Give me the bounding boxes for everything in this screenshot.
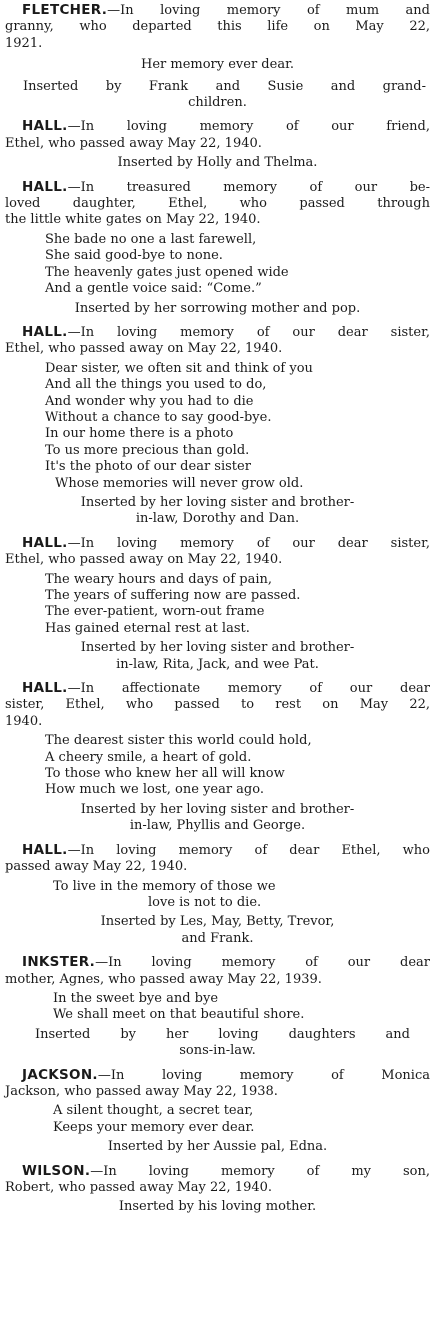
verse-line: She bade no one a last farewell, [45,231,257,247]
inserted-by: children. [188,95,247,111]
notice-name: HALL. [22,323,68,340]
notice-hall-3 [5,324,430,528]
notice-hall-6 [5,842,430,947]
verse-line: And all the things you used to do, [45,377,267,393]
verse-line: Without a chance to say good-bye. [45,409,272,425]
notice-text: Robert, who passed away May 22, 1940. [5,1180,273,1195]
notice-name: WILSON. [22,1162,91,1179]
notice-text: 1921. [5,35,43,51]
verse-line: How much we lost, one year ago. [45,782,264,798]
verse-line: love is not to die. [148,894,262,910]
notice-text: HALL.—In treasured memory of our be- [22,178,430,195]
notice-text: Ethel, who passed away on May 22, 1940. [5,552,283,568]
notice-text: JACKSON.—In loving memory of Monica [22,1066,430,1083]
verse-line: Has gained eternal rest at last. [45,620,250,636]
verse-line: We shall meet on that beautiful shore. [53,1007,305,1023]
notice-text: sister, Ethel, who passed to rest on May 22, [5,697,430,713]
notice-name: HALL. [22,534,68,551]
notice-name: HALL. [22,680,68,697]
verse-line: And a gentle voice said: “Come.” [45,281,262,297]
notice-jackson [5,1067,430,1156]
notice-text: Ethel, who passed away on May 22, 1940. [5,341,283,357]
notice-hall-4 [5,535,430,673]
notice-text: the little white gates on May 22, 1940. [5,212,261,228]
verse-line: The weary hours and days of pain, [45,571,273,587]
inserted-by: Inserted by Les, May, Betty, Trevor, [100,914,335,930]
verse [53,1103,430,1136]
notice-hall-2 [5,179,430,317]
notice-text: HALL.—In loving memory of our dear sister, [22,323,430,340]
notice-text: 1940. [5,713,43,729]
inserted-by: Inserted by her loving sister and brother- [80,640,355,656]
notice-text: mother, Agnes, who passed away May 22, 1939. [5,971,322,987]
verse-line: The ever-patient, worn-out frame [45,604,265,620]
inserted-by: Inserted by her loving sister and brother- [80,494,355,510]
verse-line: The heavenly gates just opened wide [45,264,289,280]
notice-name: INKSTER. [22,954,96,971]
verse [53,879,430,912]
verse-line: The years of suffering now are passed. [45,588,301,603]
verse [45,361,430,492]
inserted-by: in-law, Rita, Jack, and wee Pat. [116,656,319,672]
inserted-by: in-law, Dorothy and Dan. [135,511,300,527]
notice-text: HALL.—In affectionate memory of our dear [22,680,430,697]
verse-line: The dearest sister this world could hold, [45,733,312,749]
inserted-by: Inserted by Holly and Thelma. [117,155,318,171]
verse [45,232,430,298]
verse-line: It's the photo of our dear sister [45,459,251,475]
verse-line: Dear sister, we often sit and think of you [45,360,313,376]
verse-line: To those who knew her all will know [45,766,285,782]
verse-line: And wonder why you had to die [45,393,254,409]
verse-line: To live in the memory of those we [53,878,276,894]
inserted-by: Inserted by Frank and Susie and grand- [23,78,426,94]
verse-line: Keeps your memory ever dear. [53,1119,255,1135]
verse-line: She said good-bye to none. [45,248,223,264]
notice-hall-5 [5,680,430,835]
inserted-by: in-law, Phyllis and George. [129,818,306,834]
inserted-by: Inserted by her sorrowing mother and pop. [74,300,361,316]
notice-text: WILSON.—In loving memory of my son, [22,1162,430,1179]
notice-name: HALL. [22,178,68,195]
verse-line: In our home there is a photo [45,426,234,442]
notice-name: HALL. [22,841,68,858]
notice-hall-1 [5,118,430,171]
inserted-by: Inserted by her loving sister and brother- [80,801,355,817]
inserted-by: Inserted by her Aussie pal, Edna. [107,1139,328,1155]
notice-text: HALL.—In loving memory of our friend, [22,118,430,135]
notice-text: Ethel, who passed away May 22, 1940. [5,135,262,151]
notice-name: JACKSON. [22,1066,98,1083]
notice-text: loved daughter, Ethel, who passed through [5,196,430,212]
notice-text: passed away May 22, 1940. [5,859,188,875]
verse [53,991,430,1024]
inserted-by: Inserted by his loving mother. [118,1199,317,1215]
memory-line: Her memory ever dear. [140,57,294,73]
verse-line: In the sweet bye and bye [53,990,219,1006]
verse-line: Whose memories will never grow old. [55,475,304,491]
notice-name: FLETCHER. [22,2,108,18]
inserted-by: sons-in-law. [179,1043,256,1059]
inserted-by: and Frank. [181,930,254,946]
notice-text: HALL.—In loving memory of our dear sister, [22,534,430,551]
verse-line: A cheery smile, a heart of gold. [45,749,252,765]
notice-name: HALL. [22,118,68,135]
verse-line: A silent thought, a secret tear, [53,1103,254,1119]
verse [45,572,430,638]
notice-text: Jackson, who passed away May 22, 1938. [5,1083,278,1099]
verse-line: To us more precious than gold. [45,442,250,458]
notice-fletcher [5,2,430,111]
notice-text: FLETCHER.—In loving memory of mum and [22,2,430,18]
notice-wilson [5,1163,430,1216]
notice-inkster [5,954,430,1059]
notice-text: HALL.—In loving memory of dear Ethel, who [22,841,430,858]
notice-text: granny, who departed this life on May 22, [5,19,430,35]
notice-text: INKSTER.—In loving memory of our dear [22,954,430,971]
inserted-by: Inserted by her loving daughters and [35,1026,410,1042]
verse [45,733,430,799]
